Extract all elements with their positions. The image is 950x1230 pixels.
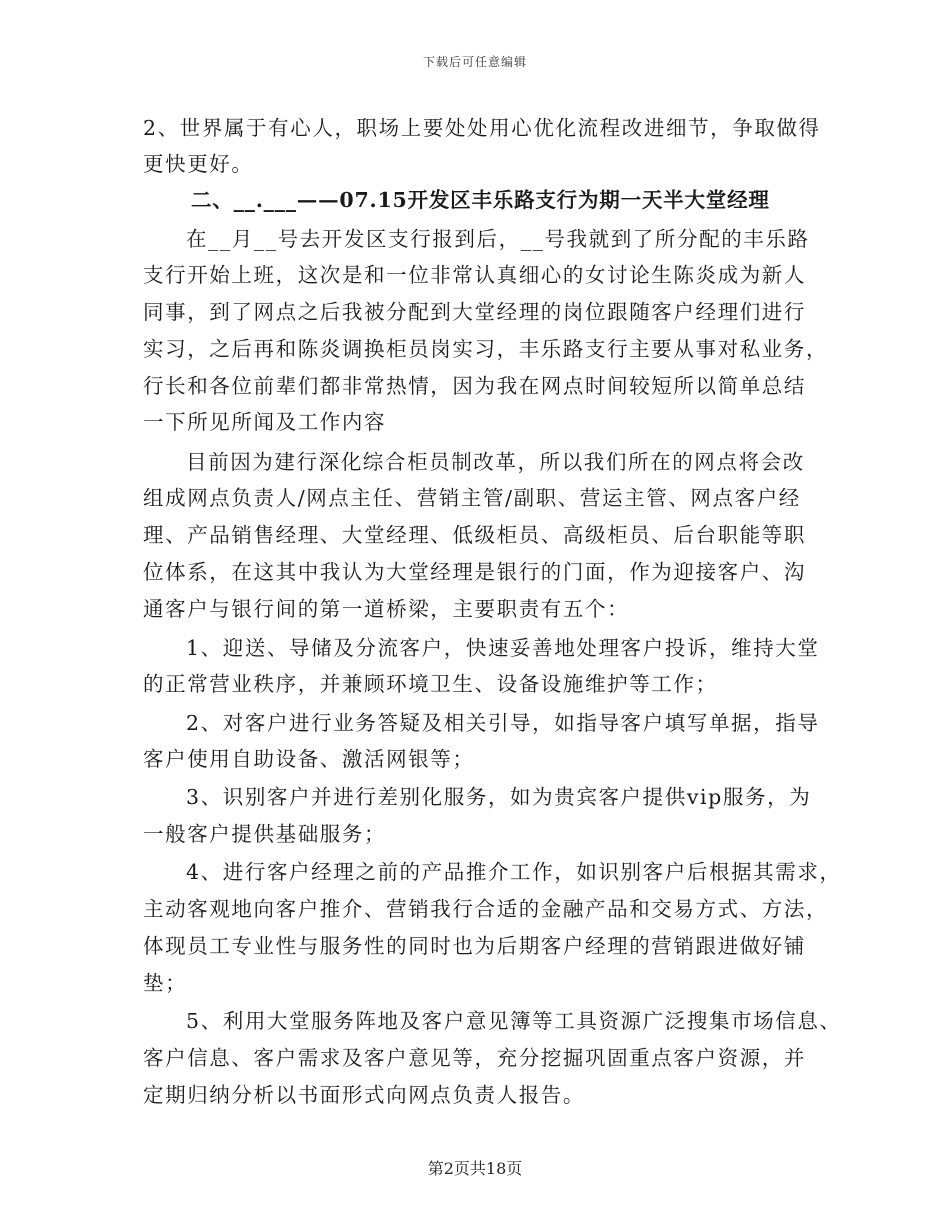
text-line: 组成网点负责人/网点主任、营销主管/副职、营运主管、网点客户经 xyxy=(143,486,801,510)
text-line: 垫； xyxy=(143,971,188,995)
text-line: 实习，之后再和陈炎调换柜员岗实习，丰乐路支行主要从事对私业务， xyxy=(143,337,829,361)
text-line: 更快更好。 xyxy=(143,152,254,176)
list-item-1: 1、迎送、导储及分流客户，快速妥善地处理客户投诉，维持大堂 xyxy=(186,636,820,660)
text-line: 主动客观地向客户推介、营销我行合适的金融产品和交易方式、方法， xyxy=(143,897,829,921)
text-line: 行长和各位前辈们都非常热情，因为我在网点时间较短所以简单总结 xyxy=(143,374,806,398)
page-number: 第2页共18页 xyxy=(427,1159,523,1178)
list-item-2: 2、对客户进行业务答疑及相关引导，如指导客户填写单据，指导 xyxy=(186,711,820,735)
text-line: 定期归纳分析以书面形式向网点负责人报告。 xyxy=(143,1083,585,1107)
list-item-4: 4、进行客户经理之前的产品推介工作，如识别客户后根据其需求， xyxy=(186,860,842,884)
text-line: 通客户与银行间的第一道桥梁，主要职责有五个： xyxy=(143,597,630,621)
text-line: 的正常营业秩序，并兼顾环境卫生、设备设施维护等工作； xyxy=(143,672,718,696)
text-line: 客户信息、客户需求及客户意见等，充分挖掘巩固重点客户资源，并 xyxy=(143,1046,806,1070)
text-line: 同事，到了网点之后我被分配到大堂经理的岗位跟随客户经理们进行 xyxy=(143,300,806,324)
text-line: 体现员工专业性与服务性的同时也为后期客户经理的营销跟进做好铺 xyxy=(143,934,806,958)
page-header: 下载后可任意编辑 xyxy=(422,55,527,69)
list-item-3: 3、识别客户并进行差别化服务，如为贵宾客户提供vip服务，为 xyxy=(186,785,812,809)
list-item-5: 5、利用大堂服务阵地及客户意见簿等工具资源广泛搜集市场信息、 xyxy=(186,1009,842,1033)
text-line: 在__月__号去开发区支行报到后，__号我就到了所分配的丰乐路 xyxy=(186,227,810,251)
text-line: 客户使用自助设备、激活网银等； xyxy=(143,747,475,771)
text-line: 支行开始上班，这次是和一位非常认真细心的女讨论生陈炎成为新人 xyxy=(143,263,806,287)
text-line: 理、产品销售经理、大堂经理、低级柜员、高级柜员、后台职能等职 xyxy=(143,523,806,547)
text-line: 目前因为建行深化综合柜员制改革，所以我们所在的网点将会改 xyxy=(186,450,805,474)
text-line: 2、世界属于有心人，职场上要处处用心优化流程改进细节，争取做得 xyxy=(143,116,821,140)
text-line: 一下所见所闻及工作内容 xyxy=(143,410,387,434)
section-heading: 二、__.___——07.15开发区丰乐路支行为期一天半大堂经理 xyxy=(191,188,770,212)
text-line: 位体系，在这其中我认为大堂经理是银行的门面，作为迎接客户、沟 xyxy=(143,560,806,584)
text-line: 一般客户提供基础服务； xyxy=(143,822,387,846)
